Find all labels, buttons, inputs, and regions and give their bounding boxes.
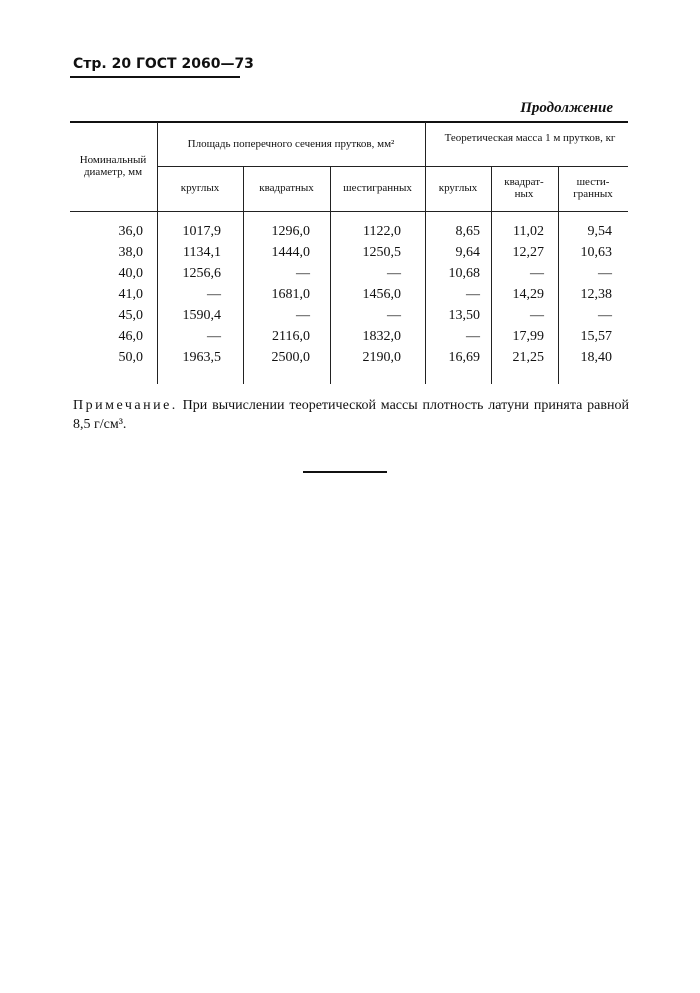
cell-diameter: 45,0 xyxy=(118,308,143,323)
cell-mass-square: — xyxy=(530,266,544,281)
cell-area-hex: 1832,0 xyxy=(362,329,401,344)
cell-area-square: 1444,0 xyxy=(271,245,310,260)
cell-area-hex: — xyxy=(387,266,401,281)
cell-mass-round: 8,65 xyxy=(455,224,480,239)
cell-area-hex: 1250,5 xyxy=(362,245,401,260)
cell-mass-round: — xyxy=(466,329,480,344)
cell-area-square: 1681,0 xyxy=(271,287,310,302)
cell-diameter: 36,0 xyxy=(118,224,143,239)
cell-diameter: 46,0 xyxy=(118,329,143,344)
cell-mass-square: 14,29 xyxy=(512,287,544,302)
subheader-mass-round: круглых xyxy=(438,182,478,194)
cell-diameter: 38,0 xyxy=(118,245,143,260)
table-note xyxy=(73,396,629,434)
col-divider-5 xyxy=(491,166,492,384)
note-label: Примечание. xyxy=(73,398,178,413)
col-divider-2 xyxy=(243,166,244,384)
cell-mass-square: 11,02 xyxy=(513,224,544,239)
cell-area-round: 1963,5 xyxy=(182,350,221,365)
end-rule xyxy=(303,471,387,473)
cell-diameter: 50,0 xyxy=(118,350,143,365)
col-divider-3 xyxy=(330,166,331,384)
cell-mass-round: 10,68 xyxy=(448,266,480,281)
cell-mass-square: 12,27 xyxy=(512,245,544,260)
cell-mass-hex: 9,54 xyxy=(587,224,612,239)
cell-mass-round: — xyxy=(466,287,480,302)
cell-mass-hex: — xyxy=(598,308,612,323)
col-divider-4 xyxy=(425,122,426,384)
cell-area-round: 1134,1 xyxy=(183,245,221,260)
cell-area-square: 2500,0 xyxy=(271,350,310,365)
cell-area-round: — xyxy=(207,329,221,344)
cell-area-round: — xyxy=(207,287,221,302)
cell-area-square: 2116,0 xyxy=(272,329,310,344)
subheader-area-hex: шестигранных xyxy=(343,182,412,194)
page-header: Стр. 20 ГОСТ 2060—73 xyxy=(73,56,254,72)
header-rule xyxy=(70,76,240,78)
cell-mass-square: 17,99 xyxy=(512,329,544,344)
cell-area-hex: 2190,0 xyxy=(362,350,401,365)
note-text: При вычислении теоретической массы плотность латуни принята равной 8,5 г/см³. xyxy=(73,398,629,432)
cell-mass-hex: 10,63 xyxy=(580,245,612,260)
cell-diameter: 40,0 xyxy=(118,266,143,281)
cell-mass-round: 16,69 xyxy=(448,350,480,365)
cell-area-square: — xyxy=(296,266,310,281)
cell-area-round: 1256,6 xyxy=(182,266,221,281)
cell-mass-hex: 18,40 xyxy=(580,350,612,365)
subheader-mass-hex: шести-гранных xyxy=(573,176,613,200)
cell-area-hex: 1456,0 xyxy=(362,287,401,302)
cell-mass-hex: — xyxy=(598,266,612,281)
subheader-mass-square: квадрат-ных xyxy=(504,176,544,200)
header-mass: Теоретическая масса 1 м прутков, кг xyxy=(444,132,616,144)
subheader-area-square: квадратных xyxy=(259,182,314,194)
continuation-label: Продолжение xyxy=(520,100,613,116)
col-divider-6 xyxy=(558,166,559,384)
cell-mass-hex: 15,57 xyxy=(580,329,612,344)
cell-area-square: — xyxy=(296,308,310,323)
cell-area-round: 1590,4 xyxy=(182,308,221,323)
cell-area-hex: 1122,0 xyxy=(363,224,401,239)
header-diameter: Номинальный диаметр, мм xyxy=(79,154,147,178)
cell-mass-square: 21,25 xyxy=(512,350,544,365)
cell-mass-square: — xyxy=(530,308,544,323)
cell-mass-round: 9,64 xyxy=(455,245,480,260)
header-area: Площадь поперечного сечения прутков, мм² xyxy=(187,138,395,150)
header-bottom-rule xyxy=(70,211,628,212)
col-divider-1 xyxy=(157,122,158,384)
cell-mass-round: 13,50 xyxy=(448,308,480,323)
cell-area-hex: — xyxy=(387,308,401,323)
cell-diameter: 41,0 xyxy=(118,287,143,302)
cell-mass-hex: 12,38 xyxy=(580,287,612,302)
subheader-area-round: круглых xyxy=(180,182,220,194)
cell-area-round: 1017,9 xyxy=(182,224,221,239)
table-top-border xyxy=(70,121,628,123)
cell-area-square: 1296,0 xyxy=(271,224,310,239)
